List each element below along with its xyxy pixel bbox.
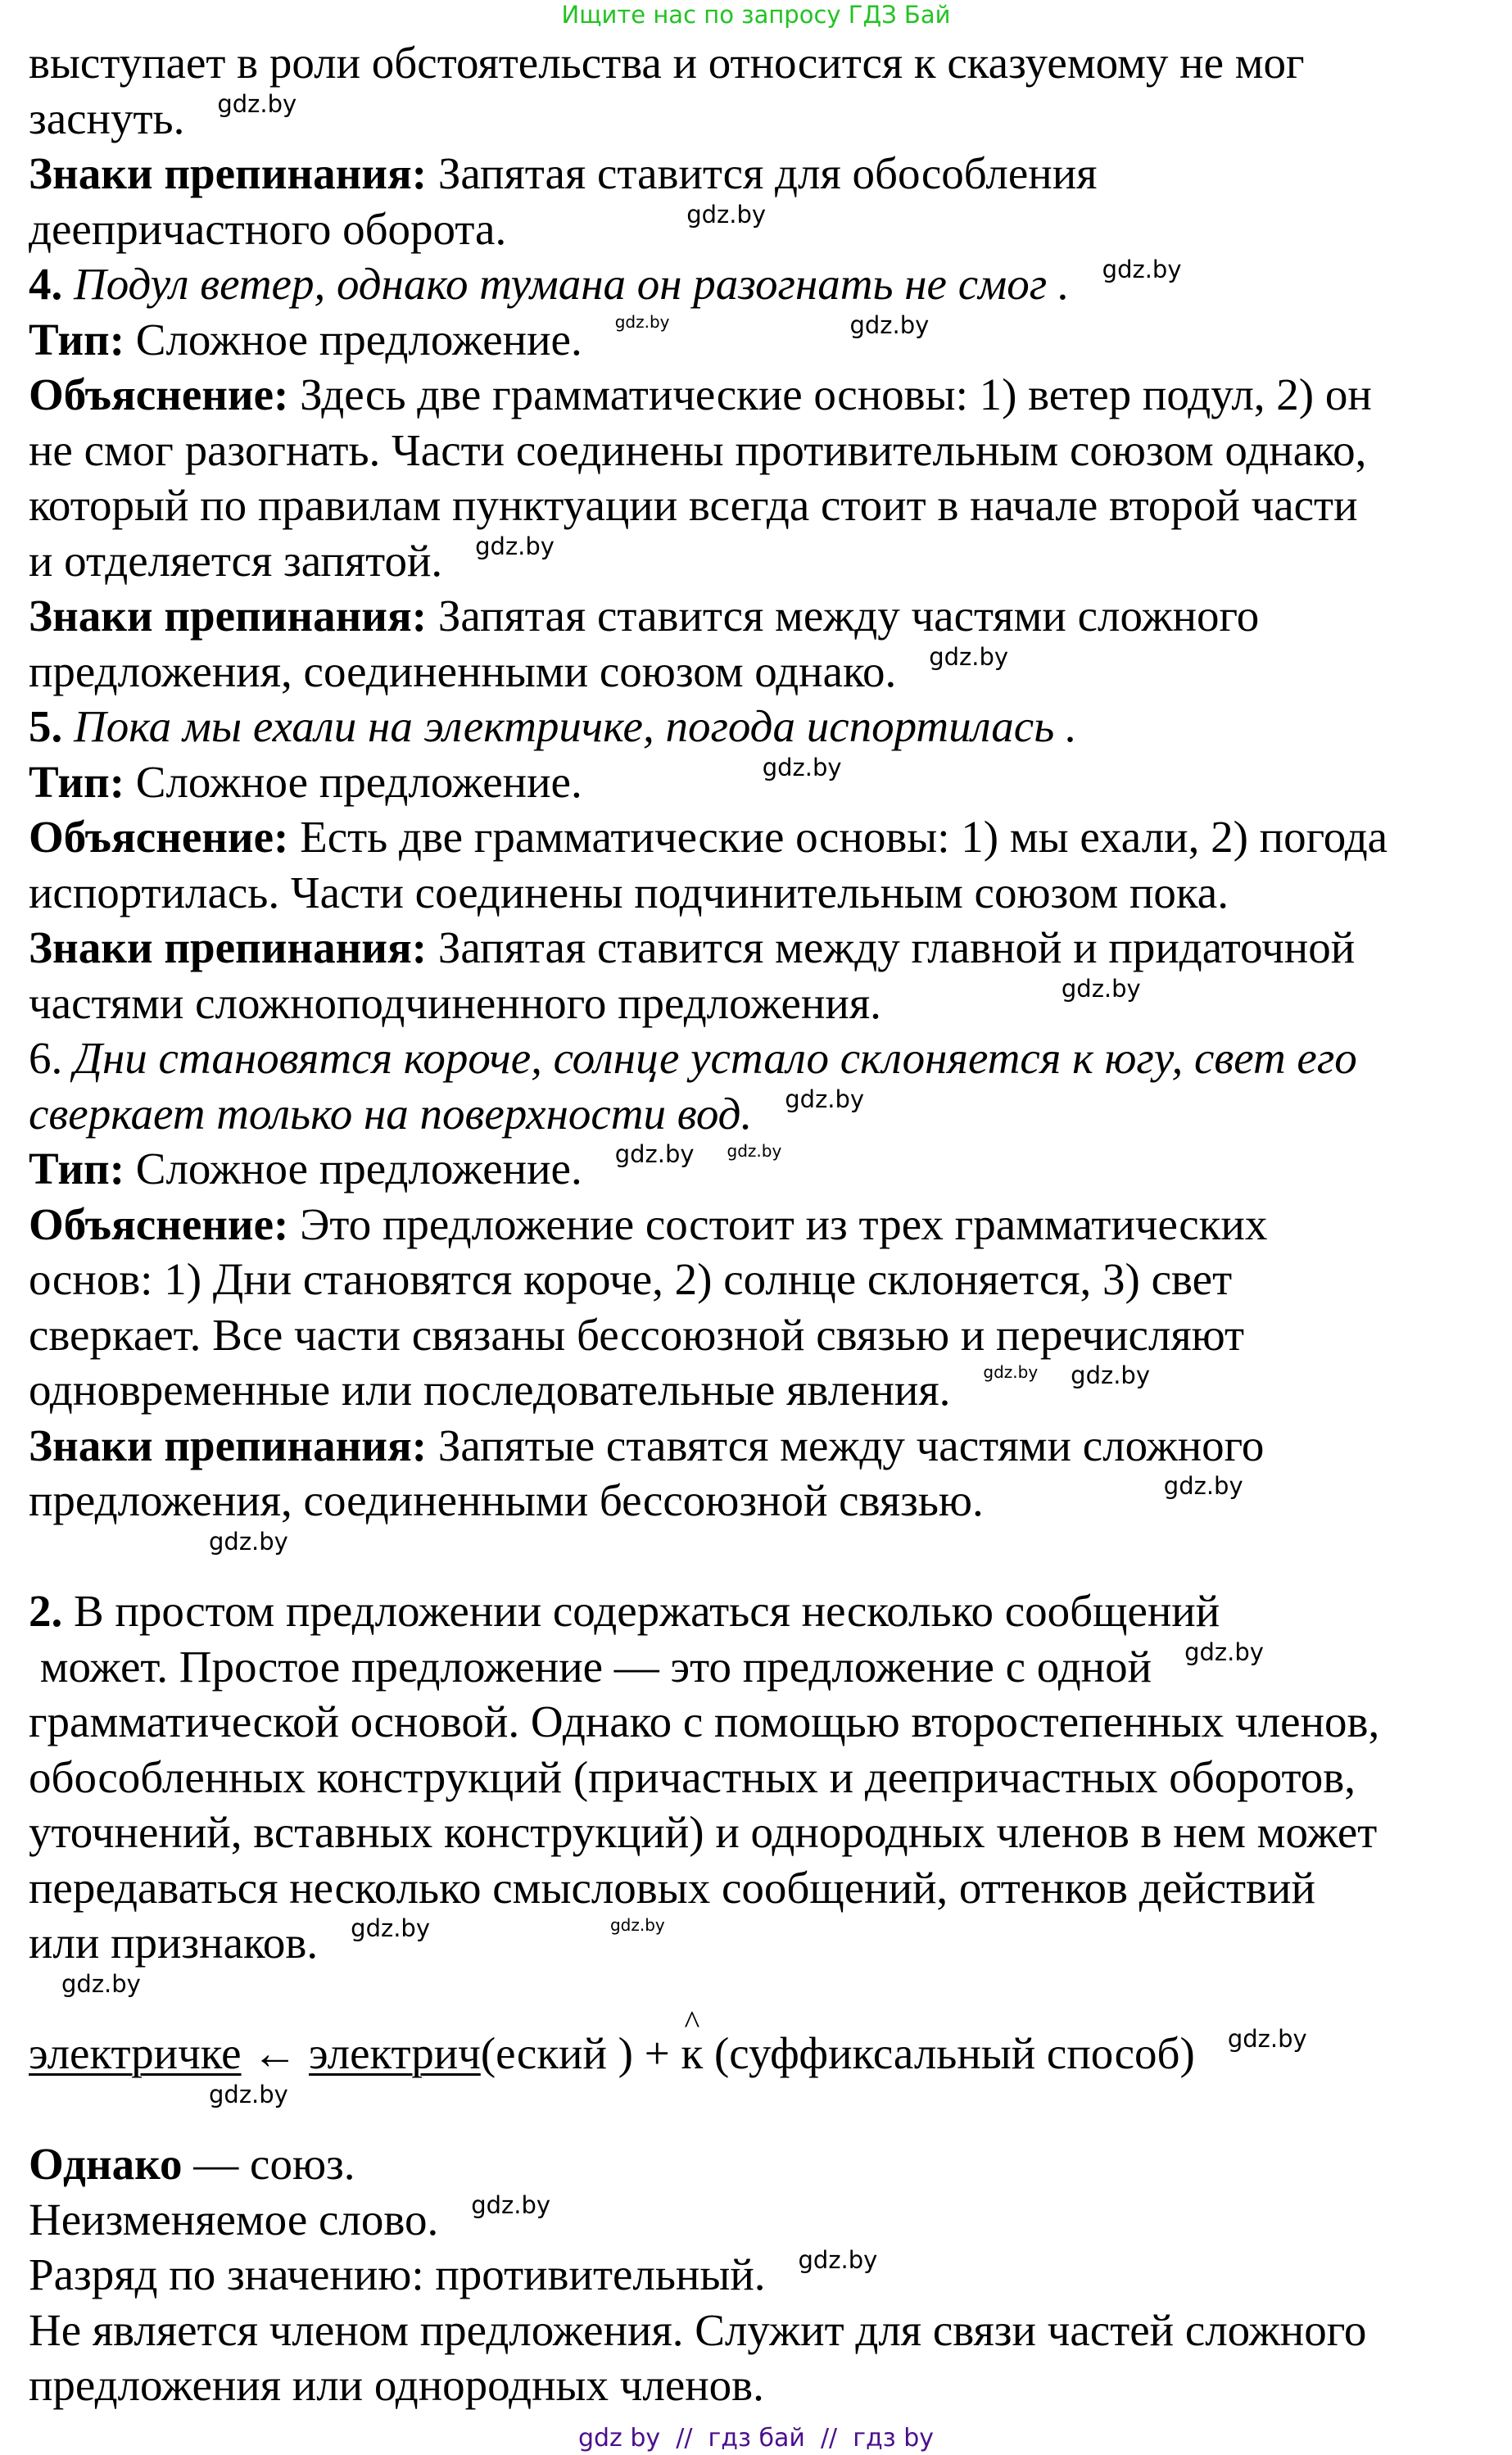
text-line (29, 91, 1495, 147)
text: Запятая ставится для обособления (427, 148, 1098, 198)
text-line (29, 1639, 1495, 1695)
text-line (29, 1583, 1495, 1639)
label-bold: Знаки препинания: (29, 148, 428, 198)
text: испортилась. Части соединены подчинительным союзом пока. (29, 867, 1229, 917)
text-line (29, 865, 1495, 921)
text: Не является членом предложения. Служит для связи частей сложного (29, 2304, 1367, 2355)
text: Сложное предложение. (124, 756, 582, 807)
text-line (29, 35, 1495, 91)
text-line (29, 2303, 1495, 2358)
watermark: gdz.by (1227, 2025, 1307, 2053)
promo-banner[interactable]: Ищите нас по запросу ГДЗ Бай (561, 1, 951, 29)
spacer (29, 2081, 1495, 2137)
text-line (29, 1141, 1495, 1197)
text: обособленных конструкций (причастных и деепричастных оборотов, (29, 1751, 1356, 1802)
watermark: gdz.by (929, 642, 1009, 671)
word-stem: электричке (29, 2028, 242, 2078)
text-line (29, 754, 1495, 810)
label-bold: Тип: (29, 756, 125, 807)
text: (еский ) + (480, 2028, 681, 2078)
text: сверкает. Все части связаны бессоюзной связью и перечисляют (29, 1309, 1245, 1360)
text: Неизменяемое слово. (29, 2194, 439, 2244)
sentence: Подул ветер, однако тумана он разогнать не смог . (62, 259, 1070, 309)
text: Запятые ставятся между частями сложного (427, 1420, 1265, 1470)
text: Разряд по значению: противительный. (29, 2249, 766, 2299)
text-line (29, 533, 1495, 589)
example-sentence (29, 1030, 1495, 1086)
item-number: 4. (29, 259, 63, 309)
text-line (29, 1805, 1495, 1860)
text-line (29, 1694, 1495, 1750)
text: предложения, соединенными союзом однако. (29, 645, 897, 696)
label-bold: Знаки препинания: (29, 591, 428, 641)
watermark: gdz.by (1102, 256, 1182, 283)
arrow: ← (241, 2028, 310, 2078)
watermark: gdz.by (614, 311, 670, 332)
text-line (29, 312, 1495, 368)
text-line (29, 1473, 1495, 1529)
text-line (29, 2358, 1495, 2413)
text-line (29, 202, 1495, 257)
text: предложения, соединенными бессоюзной связью. (29, 1475, 984, 1525)
text: передаваться несколько смысловых сообщений, оттенков действий (29, 1862, 1315, 1913)
text-line (29, 146, 1495, 202)
text: (суффиксальный способ) (703, 2028, 1195, 2078)
text: Запятая ставится между главной и придаточной (427, 922, 1356, 972)
example-sentence (29, 699, 1495, 754)
text-line (29, 644, 1495, 700)
watermark: gdz.by (1061, 974, 1141, 1003)
text-line (29, 1418, 1495, 1474)
watermark: gdz.by (798, 2246, 878, 2274)
watermark: gdz.by (61, 1969, 141, 1998)
text: одновременные или последовательные явления. (29, 1365, 951, 1415)
text: выступает в роли обстоятельства и относится к сказуемому не мог (29, 38, 1305, 88)
watermark: gdz.by (475, 532, 555, 560)
label-bold: Объяснение: (29, 369, 289, 419)
watermark: gdz.by (209, 1527, 288, 1556)
sentence: Пока мы ехали на электричке, погода испортилась . (62, 701, 1077, 751)
text-line (29, 478, 1495, 533)
text: предложения или однородных членов. (29, 2360, 764, 2410)
footer-links[interactable]: gdz by // гдз бай // гдз by (577, 2424, 935, 2453)
watermark: gdz.by (849, 310, 930, 339)
item-number: 2. (29, 1586, 63, 1636)
text: Есть две грамматические основы: 1) мы ехали, 2) погода (288, 812, 1388, 862)
text: Сложное предложение. (124, 1144, 582, 1194)
watermark: gdz.by (762, 753, 842, 781)
label-bold: Объяснение: (29, 1198, 289, 1249)
text-line (29, 2247, 1495, 2303)
text: заснуть. (29, 93, 185, 143)
text: и отделяется запятой. (29, 535, 443, 586)
text-line (29, 1307, 1495, 1363)
text: — союз. (182, 2139, 355, 2189)
text: Сложное предложение. (124, 314, 582, 365)
text-line (29, 423, 1495, 478)
label-bold: Знаки препинания: (29, 922, 428, 972)
text-line (29, 1750, 1495, 1805)
text-line (29, 2136, 1495, 2192)
text: грамматической основой. Однако с помощью второстепенных членов, (29, 1696, 1380, 1746)
text: который по правилам пунктуации всегда стоит в начале второй части (29, 480, 1358, 530)
text: Это предложение состоит из трех грамматических (288, 1198, 1268, 1249)
example-sentence (29, 1086, 1495, 1142)
watermark: gdz.by (1071, 1361, 1150, 1389)
label-bold: Однако (29, 2139, 183, 2189)
watermark: gdz.by (727, 1141, 782, 1161)
watermark: gdz.by (609, 1915, 665, 1935)
suffix-mark: ^ к (681, 2026, 704, 2081)
text-line (29, 920, 1495, 976)
label-bold: Тип: (29, 1144, 125, 1194)
sentence: сверкает только на поверхности вод. (29, 1088, 753, 1139)
text: или признаков. (29, 1918, 319, 1968)
watermark: gdz.by (1184, 1637, 1264, 1666)
text: частями сложноподчиненного предложения. (29, 977, 881, 1028)
watermark: gdz.by (471, 2190, 551, 2219)
label-bold: Тип: (29, 314, 125, 365)
example-sentence (29, 256, 1495, 312)
watermark: gdz.by (785, 1085, 865, 1113)
watermark: gdz.by (983, 1362, 1039, 1382)
text: Здесь две грамматические основы: 1) ветер подул, 2) он (288, 369, 1372, 419)
text: деепричастного оборота. (29, 203, 507, 254)
text-line (29, 809, 1495, 865)
item-number: 5. (29, 701, 63, 751)
text-line (29, 2192, 1495, 2248)
spacer (29, 1971, 1495, 2027)
text-line (29, 588, 1495, 644)
watermark: gdz.by (1163, 1472, 1243, 1500)
text: В простом предложении содержаться несколько сообщений (62, 1586, 1220, 1636)
watermark: gdz.by (614, 1140, 695, 1168)
text-line (29, 367, 1495, 423)
label-bold: Знаки препинания: (29, 1420, 428, 1470)
watermark: gdz.by (217, 89, 297, 118)
base-stem: электрич (309, 2028, 481, 2078)
text-line (29, 1197, 1495, 1252)
text: Запятая ставится между частями сложного (427, 591, 1260, 641)
text: не смог разогнать. Части соединены противительным союзом однако, (29, 424, 1367, 475)
morpheme-analysis (29, 2026, 1495, 2081)
label-bold: Объяснение: (29, 812, 289, 862)
watermark: gdz.by (209, 2080, 288, 2108)
text-line (29, 1362, 1495, 1418)
text: основ: 1) Дни становятся короче, 2) солнце склоняется, 3) свет (29, 1254, 1233, 1304)
answer-text (29, 35, 1495, 2413)
spacer (29, 1529, 1495, 1584)
sentence: Дни становятся короче, солнце устало склоняется к югу, свет его (62, 1033, 1357, 1083)
text-line (29, 1860, 1495, 1916)
watermark: gdz.by (351, 1914, 430, 1942)
text-line (29, 1252, 1495, 1307)
text-line (29, 1915, 1495, 1971)
watermark: gdz.by (686, 200, 767, 229)
item-number: 6. (29, 1033, 63, 1083)
text: уточнений, вставных конструкций) и однородных членов в нем может (29, 1807, 1378, 1857)
text-line (29, 976, 1495, 1031)
text: может. Простое предложение — это предложение с одной (29, 1641, 1152, 1692)
